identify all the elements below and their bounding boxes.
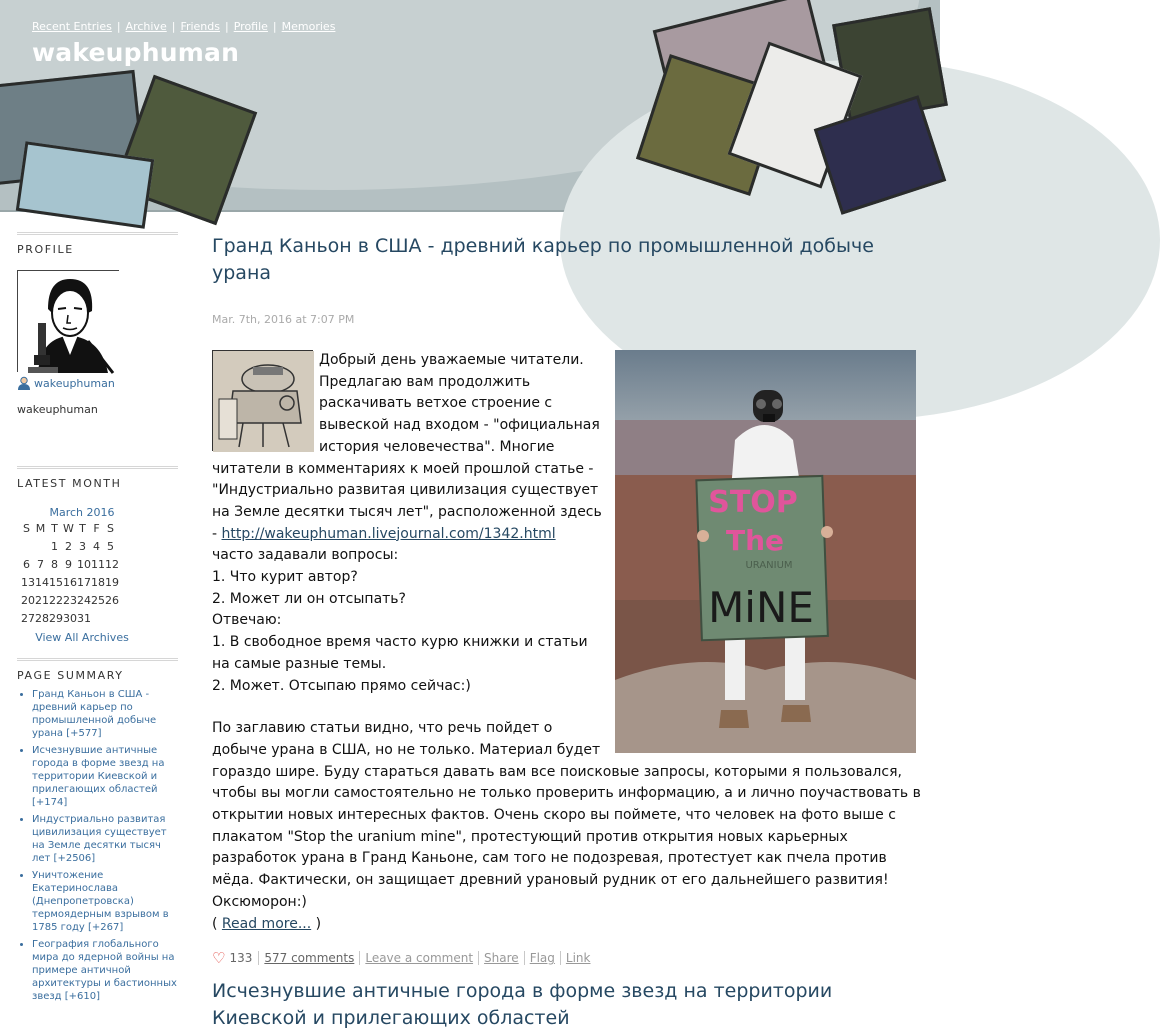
calendar-day[interactable]: 21 bbox=[35, 594, 49, 607]
calendar-day[interactable]: 13 bbox=[21, 576, 35, 589]
sign-stop: STOP bbox=[708, 485, 798, 520]
permalink-link[interactable]: Link bbox=[560, 951, 596, 965]
calendar-day[interactable]: 24 bbox=[77, 594, 91, 607]
entry-body bbox=[212, 350, 922, 935]
second-entry bbox=[212, 978, 922, 1032]
sign-mine: MiNE bbox=[708, 583, 814, 632]
calendar-day[interactable]: 11 bbox=[91, 558, 105, 571]
entry-date: Mar. 7th, 2016 at 7:07 PM bbox=[212, 313, 355, 326]
calendar-day bbox=[105, 612, 116, 625]
calendar-day[interactable]: 8 bbox=[51, 558, 58, 571]
share-link[interactable]: Share bbox=[478, 951, 524, 965]
read-more-paren-open: ( bbox=[212, 915, 218, 932]
calendar-day[interactable]: 27 bbox=[21, 612, 35, 625]
calendar-weekday: M bbox=[35, 522, 46, 535]
calendar-day[interactable]: 3 bbox=[79, 540, 86, 553]
site-title[interactable]: wakeuphuman bbox=[32, 38, 240, 67]
calendar-day[interactable]: 9 bbox=[65, 558, 72, 571]
sidebar bbox=[17, 232, 178, 1007]
entry-line: 2. Может ли он отсыпать? bbox=[212, 590, 406, 607]
calendar-day[interactable]: 15 bbox=[49, 576, 63, 589]
calendar-grid bbox=[21, 522, 147, 625]
entry-footer bbox=[212, 949, 922, 967]
heart-icon[interactable]: ♡ bbox=[212, 949, 226, 968]
sign-uranium: URANIUM bbox=[745, 560, 793, 571]
profile-heading: PROFILE bbox=[17, 232, 178, 256]
calendar-day[interactable]: 5 bbox=[107, 540, 114, 553]
protester-photo[interactable] bbox=[615, 350, 916, 753]
calendar-day[interactable]: 30 bbox=[63, 612, 77, 625]
entry-line: 1. В свободное время часто курю книжки и статьи на самые разные темы. bbox=[212, 634, 588, 672]
page-summary-heading: PAGE SUMMARY bbox=[17, 658, 178, 682]
calendar-weekday: T bbox=[79, 522, 86, 535]
nav-archive[interactable]: Archive bbox=[125, 20, 167, 33]
calendar-day[interactable]: 2 bbox=[65, 540, 72, 553]
top-nav: Recent Entries | Archive | Friends | Profile | Memories bbox=[32, 20, 336, 33]
flag-link[interactable]: Flag bbox=[524, 951, 560, 965]
calendar-day[interactable]: 18 bbox=[91, 576, 105, 589]
calendar-day[interactable]: 10 bbox=[77, 558, 91, 571]
page-summary-item[interactable]: • География глобального мира до ядерной войны на примере античной архитектуры и бастионных звезд [+610] bbox=[32, 938, 178, 1003]
comments-link[interactable]: 577 comments bbox=[258, 951, 359, 965]
entry-line: 2. Может. Отсыпаю прямо сейчас:) bbox=[212, 677, 471, 694]
nav-recent-entries[interactable]: Recent Entries bbox=[32, 20, 112, 33]
calendar-weekday: S bbox=[107, 522, 114, 535]
calendar bbox=[17, 506, 147, 644]
second-entry-title[interactable]: Исчезнувшие античные города в форме звезд на территории Киевской и прилегающих областей bbox=[212, 980, 833, 1029]
entry-line: часто задавали вопросы: bbox=[212, 547, 399, 564]
page-summary-item[interactable]: • Гранд Каньон в США - древний карьер по промышленной добыче урана [+577] bbox=[32, 688, 178, 740]
view-all-archives-link[interactable]: View All Archives bbox=[35, 631, 129, 644]
profile-avatar[interactable] bbox=[17, 270, 119, 372]
entry-line: 1. Что курит автор? bbox=[212, 569, 358, 586]
likes-count: 133 bbox=[229, 951, 253, 966]
nav-friends[interactable]: Friends bbox=[180, 20, 220, 33]
nav-profile[interactable]: Profile bbox=[233, 20, 268, 33]
calendar-day[interactable]: 4 bbox=[93, 540, 100, 553]
user-icon bbox=[17, 376, 31, 390]
page-summary-item[interactable]: • Уничтожение Екатеринослава (Днепропетровска) термоядерным взрывом в 1785 году [+267] bbox=[32, 869, 178, 934]
calendar-weekday: F bbox=[93, 522, 100, 535]
entry-thumbnail[interactable] bbox=[212, 350, 313, 451]
leave-comment-link[interactable]: Leave a comment bbox=[359, 951, 478, 965]
calendar-day bbox=[91, 612, 102, 625]
calendar-month-link[interactable]: March 2016 bbox=[49, 506, 115, 519]
read-more-paren-close: ) bbox=[315, 915, 322, 932]
calendar-day[interactable]: 26 bbox=[105, 594, 119, 607]
entry-line: Отвечаю: bbox=[212, 612, 282, 629]
user-name: wakeuphuman bbox=[17, 403, 98, 416]
read-more-line bbox=[212, 914, 922, 936]
calendar-weekday: T bbox=[51, 522, 58, 535]
entry-paragraph-1-text: Добрый день уважаемые читатели. Предлагаю вам продолжить раскачивать ветхое строение с вывеской над входом - "официальная история человечества". Многие читатели в комментариях к моей прошлой статье - "Индустриально развитая цивилизация существует на Земле десятки тысяч лет", расположенной здесь - bbox=[212, 352, 602, 542]
calendar-day[interactable]: 22 bbox=[49, 594, 63, 607]
calendar-day bbox=[21, 540, 32, 553]
calendar-day[interactable]: 7 bbox=[37, 558, 44, 571]
entry-paragraph-2: По заглавию статьи видно, что речь пойдет о добыче урана в США, но не только. Материал будет гораздо шире. Буду стараться давать вам все поисковые запросы, которыми я пользовался, чтобы вы могли самостоятельно не только проверить информацию, а и лично поучаствовать в открытии новых интересных фактов. Очень скоро вы поймете, что человек на фото выше с плакатом "Stop the uranium mine", протестующий против открытия новых карьерных разработок урана в Гранд Каньоне, сам того не подозревая, протестует как пчела против мёда. Фактически, он защищает древний урановый рудник от его дальнейшего развития! Оксюморон:) bbox=[212, 720, 921, 910]
calendar-day[interactable]: 23 bbox=[63, 594, 77, 607]
photo-drawing bbox=[615, 350, 916, 753]
calendar-day[interactable]: 31 bbox=[77, 612, 91, 625]
calendar-day[interactable]: 19 bbox=[105, 576, 119, 589]
latest-month-heading: LATEST MONTH bbox=[17, 466, 178, 490]
calendar-day[interactable]: 28 bbox=[35, 612, 49, 625]
read-more-link[interactable]: Read more... bbox=[221, 915, 312, 932]
thumbnail-drawing bbox=[213, 351, 314, 452]
nav-memories[interactable]: Memories bbox=[281, 20, 336, 33]
calendar-day[interactable]: 6 bbox=[23, 558, 30, 571]
entry-reference-link[interactable]: http://wakeuphuman.livejournal.com/1342.html bbox=[221, 525, 556, 542]
calendar-day[interactable]: 1 bbox=[51, 540, 58, 553]
avatar-drawing bbox=[18, 271, 120, 373]
calendar-day[interactable]: 25 bbox=[91, 594, 105, 607]
calendar-day[interactable]: 12 bbox=[105, 558, 119, 571]
calendar-day[interactable]: 29 bbox=[49, 612, 63, 625]
main-content bbox=[212, 233, 922, 967]
user-link[interactable] bbox=[17, 376, 178, 390]
page-summary-item[interactable]: • Индустриально развитая цивилизация существует на Земле десятки тысяч лет [+2506] bbox=[32, 813, 178, 865]
calendar-day[interactable]: 20 bbox=[21, 594, 35, 607]
calendar-day bbox=[35, 540, 46, 553]
sign-the: The bbox=[725, 524, 785, 557]
page-summary-item[interactable]: • Исчезнувшие античные города в форме звезд на территории Киевской и прилегающих областей [+174] bbox=[32, 744, 178, 809]
calendar-weekday: S bbox=[23, 522, 30, 535]
calendar-day[interactable]: 16 bbox=[63, 576, 77, 589]
entry-title[interactable]: Гранд Каньон в США - древний карьер по промышленной добыче урана bbox=[212, 235, 874, 284]
calendar-day[interactable]: 14 bbox=[35, 576, 49, 589]
calendar-day[interactable]: 17 bbox=[77, 576, 91, 589]
user-link-text[interactable]: wakeuphuman bbox=[34, 376, 115, 390]
header-banner bbox=[0, 0, 940, 212]
page-summary-list bbox=[17, 688, 178, 1003]
calendar-weekday: W bbox=[63, 522, 74, 535]
